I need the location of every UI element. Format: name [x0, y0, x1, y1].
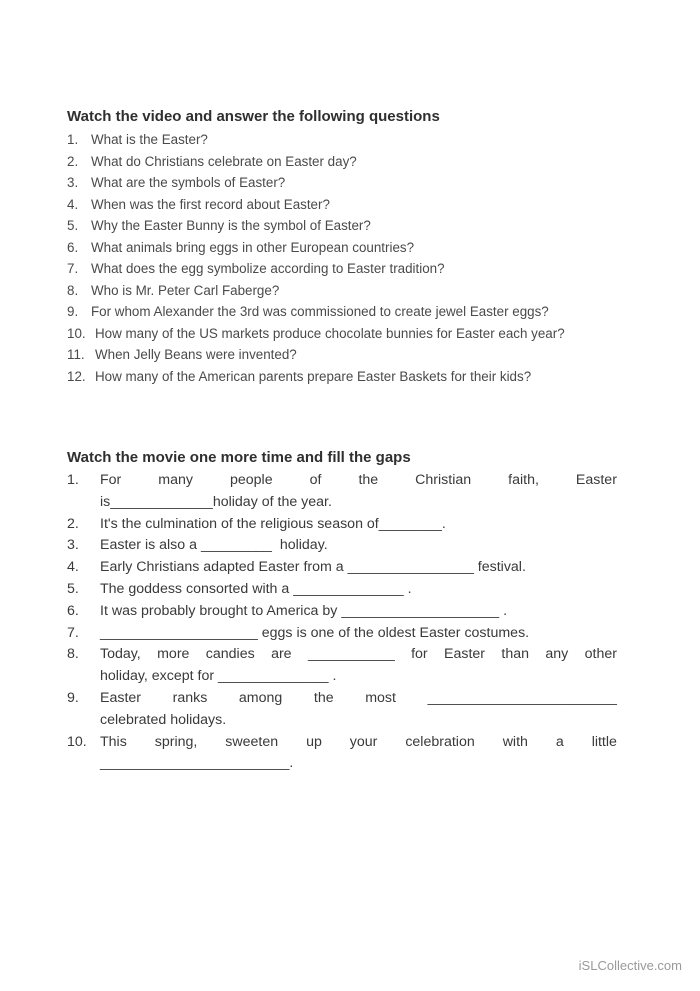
answer-blank[interactable]: ________________ [347, 559, 474, 576]
gap-item: 8. Today, more candies are ___________ for Easter than any other holiday, except for ______________ . [67, 644, 617, 688]
fill-gaps-section [67, 448, 617, 775]
gap-item: 4. Early Christians adapted Easter from a ________________ festival. [67, 559, 526, 576]
gap-item: 1. For many people of the Christian faith, Easter is_____________holiday of the year. [67, 470, 617, 514]
gap-line: holiday, except for ______________ . [100, 668, 337, 685]
question-item: 11. When Jelly Beans were invented? [67, 347, 297, 362]
questions-list [67, 129, 617, 387]
answer-blank[interactable]: _____________ [110, 493, 213, 510]
justified-line: Today, more candies are ___________ for Easter than any other [100, 644, 617, 666]
watermark-text: iSLCollective.com [578, 958, 682, 973]
question-item: 12. How many of the American parents prepare Easter Baskets for their kids? [67, 368, 532, 384]
gap-item: 2. It's the culmination of the religious season of________. [67, 515, 446, 532]
answer-blank[interactable]: ____________________ [341, 602, 500, 619]
question-item: 5. Why the Easter Bunny is the symbol of Easter? [67, 218, 371, 233]
gap-line: ________________________. [100, 755, 294, 772]
questions-section [67, 107, 617, 387]
questions-heading: Watch the video and answer the following questions [67, 108, 440, 125]
question-item: 3. What are the symbols of Easter? [67, 175, 286, 190]
gap-item: 6. It was probably brought to America by ____________________ . [67, 602, 508, 619]
justified-line: Easter ranks among the most ________________________ [100, 688, 617, 710]
question-item: 1. What is the Easter? [67, 132, 208, 147]
question-item: 4. When was the first record about Easter? [67, 196, 330, 212]
question-item: 6. What animals bring eggs in other European countries? [67, 239, 415, 255]
answer-blank[interactable]: ______________ [293, 580, 404, 597]
question-item: 2. What do Christians celebrate on Easter day? [67, 153, 357, 169]
fill-gaps-heading: Watch the movie one more time and fill the gaps [67, 449, 411, 466]
question-item: 9. For whom Alexander the 3rd was commissioned to create jewel Easter eggs? [67, 304, 549, 319]
answer-blank[interactable]: ________________________ [427, 689, 617, 706]
question-item: 8. Who is Mr. Peter Carl Faberge? [67, 282, 280, 298]
answer-blank[interactable]: ___________ [307, 646, 395, 663]
gap-item: 10. This spring, sweeten up your celebration with a little ________________________. [67, 732, 617, 776]
answer-blank[interactable]: ________________________ [100, 755, 290, 772]
answer-blank[interactable]: _________ [200, 537, 272, 554]
answer-blank[interactable]: ______________ [218, 668, 329, 685]
gap-line: celebrated holidays. [100, 711, 227, 728]
answer-blank[interactable]: ____________________ [100, 624, 258, 641]
question-item: 10. How many of the US markets produce chocolate bunnies for Easter each year? [67, 325, 565, 341]
justified-line: For many people of the Christian faith, Easter [100, 472, 617, 488]
question-item: 7. What does the egg symbolize according to Easter tradition? [67, 261, 445, 276]
gap-item: 9. Easter ranks among the most ________________________ celebrated holidays. [67, 688, 617, 732]
gaps-list [67, 470, 617, 775]
gap-line: is_____________holiday of the year. [100, 493, 332, 510]
gap-item: 3. Easter is also a _________ holiday. [67, 537, 328, 554]
gap-item: 5. The goddess consorted with a ______________ . [67, 580, 412, 597]
gap-item: 7. ____________________ eggs is one of the oldest Easter costumes. [67, 624, 530, 641]
justified-line: This spring, sweeten up your celebration with a little [100, 733, 617, 750]
answer-blank[interactable]: ________ [378, 515, 442, 532]
